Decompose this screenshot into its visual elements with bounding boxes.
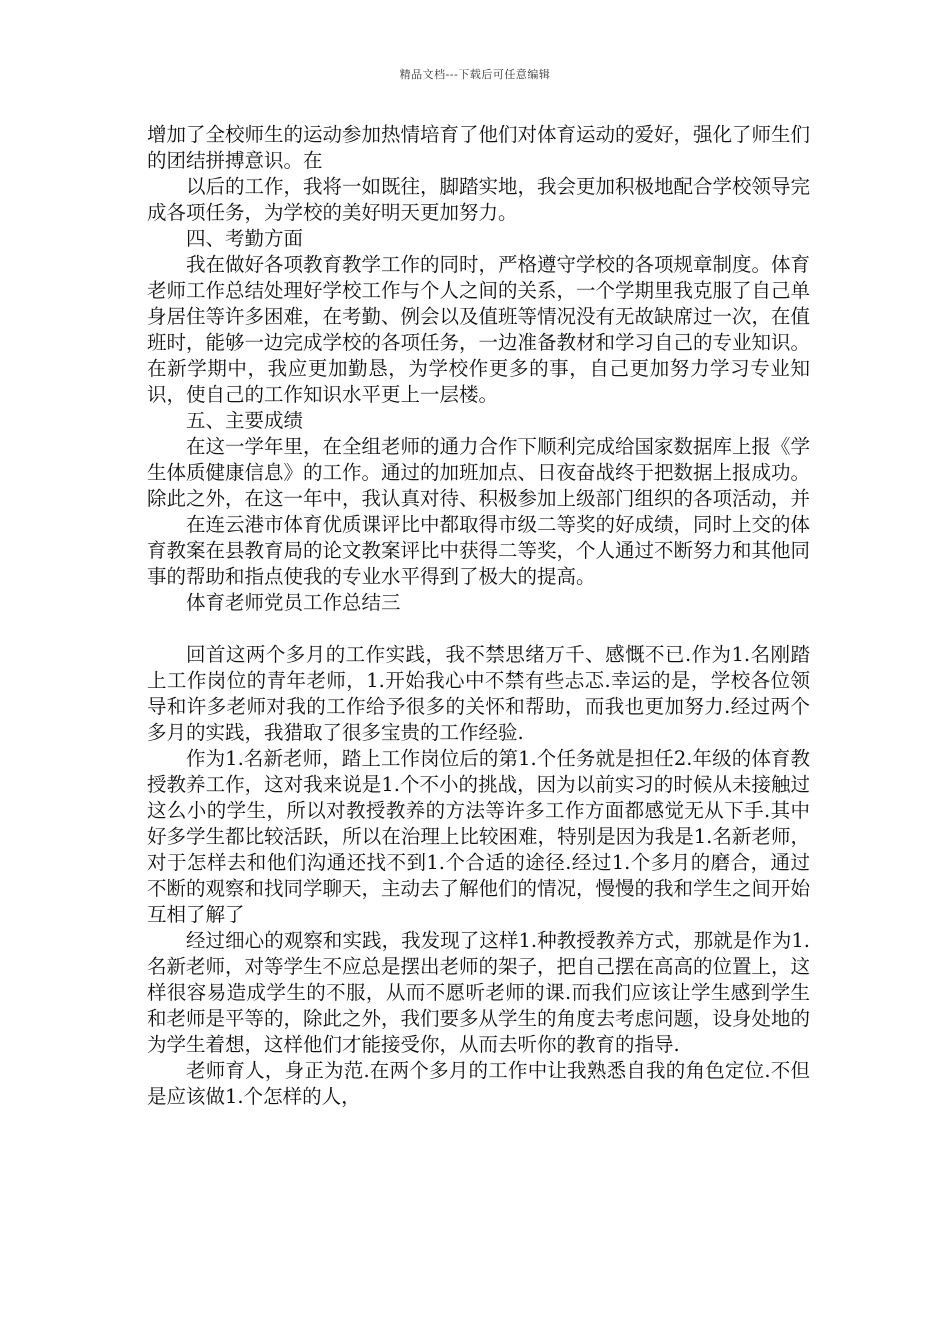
document-body: [147, 122, 810, 1110]
blank-line: [147, 616, 810, 642]
document-subtitle: 体育老师党员工作总结三: [186, 591, 401, 614]
paragraph: 在这一学年里，在全组老师的通力合作下顺利完成给国家数据库上报《学生体质健康信息》的工作。通过的加班加点、日夜奋战终于把数据上报成功。除此之外，在这一年中，我认真对待、积极参加上级部门组织的各项活动，并: [147, 435, 811, 510]
section-heading: 五、主要成绩: [186, 409, 304, 432]
paragraph: 回首这两个多月的工作实践，我不禁思绪万千、感慨不已.作为1.名刚踏上工作岗位的青年老师，1.开始我心中不禁有些忐忑.幸运的是，学校各位领导和许多老师对我的工作给予很多的关怀和帮助，而我也更加努力.经过两个多月的实践，我猎取了很多宝贵的工作经验.: [147, 643, 810, 744]
paragraph: 作为1.名新老师，踏上工作岗位后的第1.个任务就是担任2.年级的体育教授教养工作，这对我来说是1.个不小的挑战，因为以前实习的时候从未接触过这么小的学生，所以对教授教养的方法等许多工作方面都感觉无从下手.其中好多学生都比较活跃，所以在治理上比较困难，特别是因为我是1.名新老师，对于怎样去和他们沟通还找不到1.个合适的途径.经过1.个多月的磨合，通过不断的观察和找同学聊天，主动去了解他们的情况，慢慢的我和学生之间开始互相了解了: [147, 747, 811, 926]
paragraph: 我在做好各项教育教学工作的同时，严格遵守学校的各项规章制度。体育老师工作总结处理好学校工作与个人之间的关系，一个学期里我克服了自己单身居住等许多困难，在考勤、例会以及值班等情况没有无故缺席过一次，在值班时，能够一边完成学校的各项任务，一边准备教材和学习自己的专业知识。在新学期中，我应更加勤恳，为学校作更多的事，自己更加努力学习专业知识，使自己的工作知识水平更上一层楼。: [147, 253, 811, 406]
page-header: 精品文档---下载后可任意编辑: [399, 68, 551, 81]
paragraph: 以后的工作，我将一如既往，脚踏实地，我会更加积极地配合学校领导完成各项任务，为学校的美好明天更加努力。: [147, 175, 811, 224]
paragraph: 增加了全校师生的运动参加热情培育了他们对体育运动的爱好，强化了师生们的团结拼搏意识。在: [147, 123, 811, 172]
paragraph: 经过细心的观察和实践，我发现了这样1.种教授教养方式，那就是作为1.名新老师，对等学生不应总是摆出老师的架子，把自己摆在高高的位置上，这样很容易造成学生的不服，从而不愿听老师的课.而我们应该让学生感到学生和老师是平等的，除此之外，我们要多从学生的角度去考虑问题，设身处地的为学生着想，这样他们才能接受你，从而去听你的教育的指导.: [147, 929, 811, 1056]
paragraph: 老师育人，身正为范.在两个多月的工作中让我熟悉自我的角色定位.不但是应该做1.个怎样的人，: [147, 1059, 810, 1108]
paragraph: 在连云港市体育优质课评比中都取得市级二等奖的好成绩，同时上交的体育教案在县教育局的论文教案评比中获得二等奖，个人通过不断努力和其他同事的帮助和指点使我的专业水平得到了极大的提高。: [147, 513, 811, 588]
section-heading: 四、考勤方面: [186, 227, 304, 250]
